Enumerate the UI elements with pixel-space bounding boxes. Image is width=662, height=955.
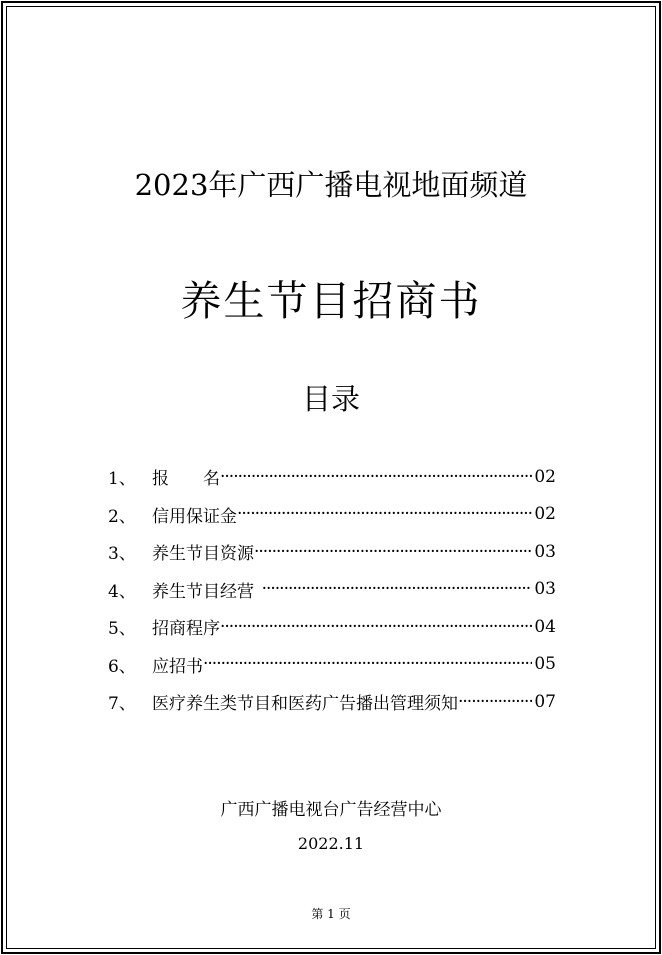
table-of-contents bbox=[108, 458, 556, 721]
toc-entry-bidding-procedure[interactable] bbox=[108, 608, 556, 646]
page-number: 第 1 页 bbox=[311, 907, 351, 921]
document-title-line2: 养生节目招商书 bbox=[180, 277, 482, 325]
toc-entry-page: 02 bbox=[534, 466, 556, 487]
toc-leader-dots bbox=[203, 654, 532, 674]
toc-entry-label: 信用保证金 bbox=[152, 506, 237, 527]
toc-entry-broadcast-rules[interactable] bbox=[108, 683, 556, 721]
toc-entry-number: 3、 bbox=[108, 544, 136, 565]
toc-leader-dots bbox=[458, 692, 532, 712]
toc-entry-registration[interactable] bbox=[108, 458, 556, 496]
toc-entry-label: 应招书 bbox=[152, 656, 203, 677]
toc-leader-dots bbox=[237, 504, 532, 524]
toc-entry-label: 医疗养生类节目和医药广告播出管理须知 bbox=[152, 694, 458, 715]
toc-entry-page: 05 bbox=[534, 654, 556, 675]
toc-entry-program-operation[interactable] bbox=[108, 571, 556, 609]
toc-leader-dots bbox=[262, 579, 533, 599]
toc-leader-dots bbox=[220, 467, 532, 487]
toc-entry-credit-deposit[interactable] bbox=[108, 496, 556, 534]
toc-entry-label: 养生节目资源 bbox=[152, 544, 254, 565]
toc-heading: 目录 bbox=[301, 382, 360, 416]
document-title-line1: 2023年广西广播电视地面频道 bbox=[134, 168, 528, 202]
issue-date: 2022.11 bbox=[297, 834, 365, 853]
toc-entry-number: 2、 bbox=[108, 506, 136, 527]
toc-entry-page: 07 bbox=[534, 691, 556, 712]
toc-leader-dots bbox=[220, 617, 532, 637]
toc-entry-label: 报 名 bbox=[152, 469, 220, 490]
toc-entry-page: 04 bbox=[534, 616, 556, 637]
toc-entry-number: 5、 bbox=[108, 619, 136, 640]
toc-entry-page: 03 bbox=[534, 541, 556, 562]
issuing-organization: 广西广播电视台广告经营中心 bbox=[220, 800, 442, 820]
toc-entry-page: 02 bbox=[534, 504, 556, 525]
toc-entry-number: 4、 bbox=[108, 581, 136, 602]
toc-entry-number: 1、 bbox=[108, 469, 136, 490]
toc-leader-dots bbox=[254, 542, 532, 562]
toc-entry-number: 7、 bbox=[108, 694, 136, 715]
toc-entry-label: 养生节目经营 bbox=[152, 581, 254, 602]
toc-entry-number: 6、 bbox=[108, 656, 136, 677]
toc-entry-bid-form[interactable] bbox=[108, 646, 556, 684]
toc-entry-program-resources[interactable] bbox=[108, 533, 556, 571]
toc-entry-page: 03 bbox=[534, 579, 556, 600]
toc-entry-label: 招商程序 bbox=[152, 619, 220, 640]
